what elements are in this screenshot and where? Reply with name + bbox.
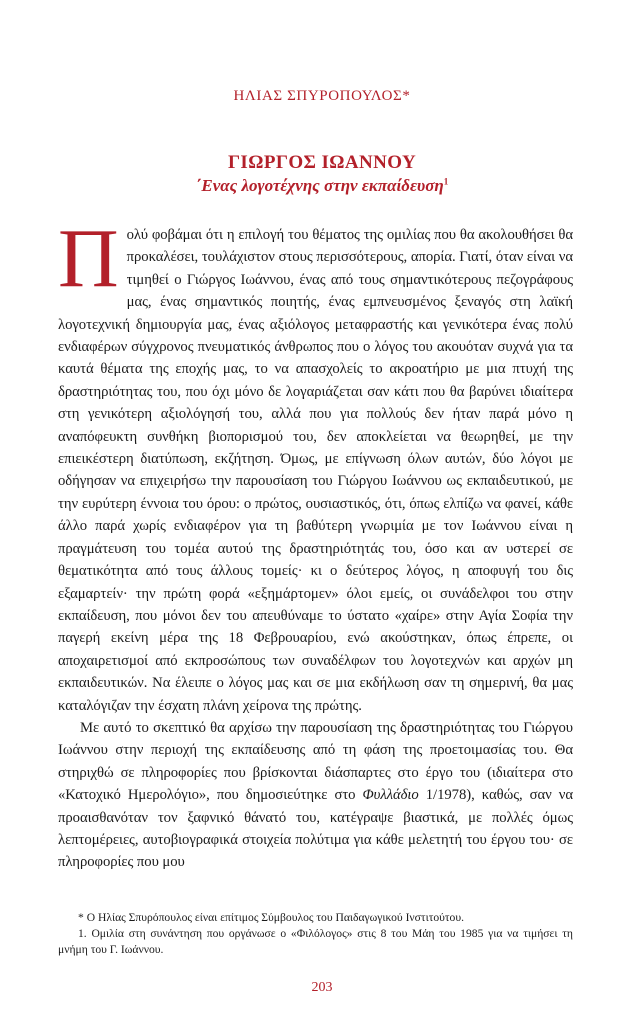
paragraph-2-text-b: 1/1978), καθώς, σαν να προαισθανόταν τον ξαφνικό θάνατό του, κατέγραψε βιαστικά, με πολλές όμως λεπτομέρειες, αυτοβιογραφικά στοιχεία πολύτιμα για κάθε μελετητή του έργου του· σε πληροφορίες που μου xyxy=(58,787,573,871)
paragraph-2-text-a: Με αυτό το σκεπτικό θα αρχίσω την παρουσίαση της δραστηριότητας του Γιώργου Ιωάννου στην περιοχή της εκπαίδευσης από τη φάση της προετοιμασίας του. Θα στηριχθώ σε πληροφορίες που βρίσκονται διάσπαρτες στο έργο του (ιδιαίτερα στο «Κατοχικό Ημερολόγιο», που δημοσιεύτηκε στο xyxy=(58,719,573,804)
footnote-author: * Ο Ηλίας Σπυρόπουλος είναι επίτιμος Σύμβουλος του Παιδαγωγικού Ινστιτούτου. xyxy=(78,911,464,924)
paragraph-2-italic: Φυλλάδιο xyxy=(362,787,419,804)
drop-cap: Π xyxy=(58,212,119,305)
page-number: 203 xyxy=(311,980,333,995)
article-title: ΓΙΩΡΓΟΣ ΙΩΑΝΝΟΥ xyxy=(227,152,417,173)
paragraph-2 xyxy=(58,717,573,874)
footnote-marker: 1 xyxy=(443,176,449,187)
footnotes xyxy=(58,910,573,958)
paragraph-1 xyxy=(58,212,573,717)
article-subtitle xyxy=(0,176,644,196)
author-name: ΗΛΙΑΣ ΣΠΥΡΟΠΟΥΛΟΣ* xyxy=(233,88,411,104)
footnote-1: 1. Ομιλία στη συνάντηση που οργάνωσε ο «Φιλόλογος» στις 8 του Μάη του 1985 για να τιμήσει τη μνήμη του Γ. Ιωάννου. xyxy=(58,927,573,956)
paragraph-1-text: ολύ φοβάμαι ότι η επιλογή του θέματος της ομιλίας που θα ακολουθήσει θα προκαλέσει, τουλάχιστον στους περισσότερους, απορία. Γιατί, όταν είναι να τιμηθεί ο Γιώργος Ιωάννου, ένας από τους σημαντικότερους πεζογράφους μας, ένας σημαντικός ποιητής, ένας εμπνευσμένος ξεναγός στη λαϊκή λογοτεχνική δημιουργία μας, ένας αξιόλογος μεταφραστής και γενικότερα ένας πολύ ενδιαφέρων σύγχρονος πνευματικός άνθρωπος που ο λόγος του ακουόταν συχνά για τα καυτά θέματα της εποχής μας, το να απασχολείς το ακροατήριο με μια πτυχή της δραστηριότητας του, που όχι μόνο δε λογαριάζεται σαν κάτι που θα βαρύνει ιδιαίτερα στη γενικότερη αξιολόγησή του, αλλά που για πολλούς δεν ήταν παρά μόνο η αναπόφευκτη συνθήκη βιοπορισμού του, δεν αποκλείεται να θεωρηθεί, με την επιεικέστερη διατύπωση, εκζήτηση. Όμως, με επίγνωση όλων αυτών, δύο λόγοι με οδήγησαν να επιχειρήσω την παρουσίαση του Γιώργου Ιωάννου ως εκπαιδευτικού, με την ευρύτερη έννοια του όρου: ο πρώτος, ουσιαστικός, ότι, όπως ελπίζω να φανεί, κάθε άλλο παρά χωρίς ενδιαφέρον για τη βαθύτερη γνωριμία με τον Ιωάννου είναι η πραγμάτευση του τομέα αυτού της δραστηριότητάς του, όσο και αν υστερεί σε θεματικότητα από τους άλλους τομείς· κι ο δεύτερος λόγος, η αποφυγή του δις εξαμαρτείν· την πρώτη φορά «εξημάρτομεν» όλοι εμείς, οι συνάδελφοι του στην εκπαίδευση, που μόνοι δεν του απευθύναμε το ύστατο «χαίρε» στην Αγία Σοφία την παγερή εκείνη μέρα της 18 Φεβρουαρίου, ενώ ακούστηκαν, όπως έπρεπε, οι αποχαιρετισμοί από εκπροσώπους των συναδέλφων του λογοτεχνών και αρχών μη εκπαιδευτικών. Να έλειπε ο λόγος μας και σε μια εκδήλωση σαν τη σημερινή, θα μας καταλόγιζαν την έσχατη πλάνη χείρονα της πρώτης. xyxy=(58,227,573,714)
article-body xyxy=(58,212,573,874)
subtitle-text: ΄Ενας λογοτέχνης στην εκπαίδευση xyxy=(195,176,444,195)
